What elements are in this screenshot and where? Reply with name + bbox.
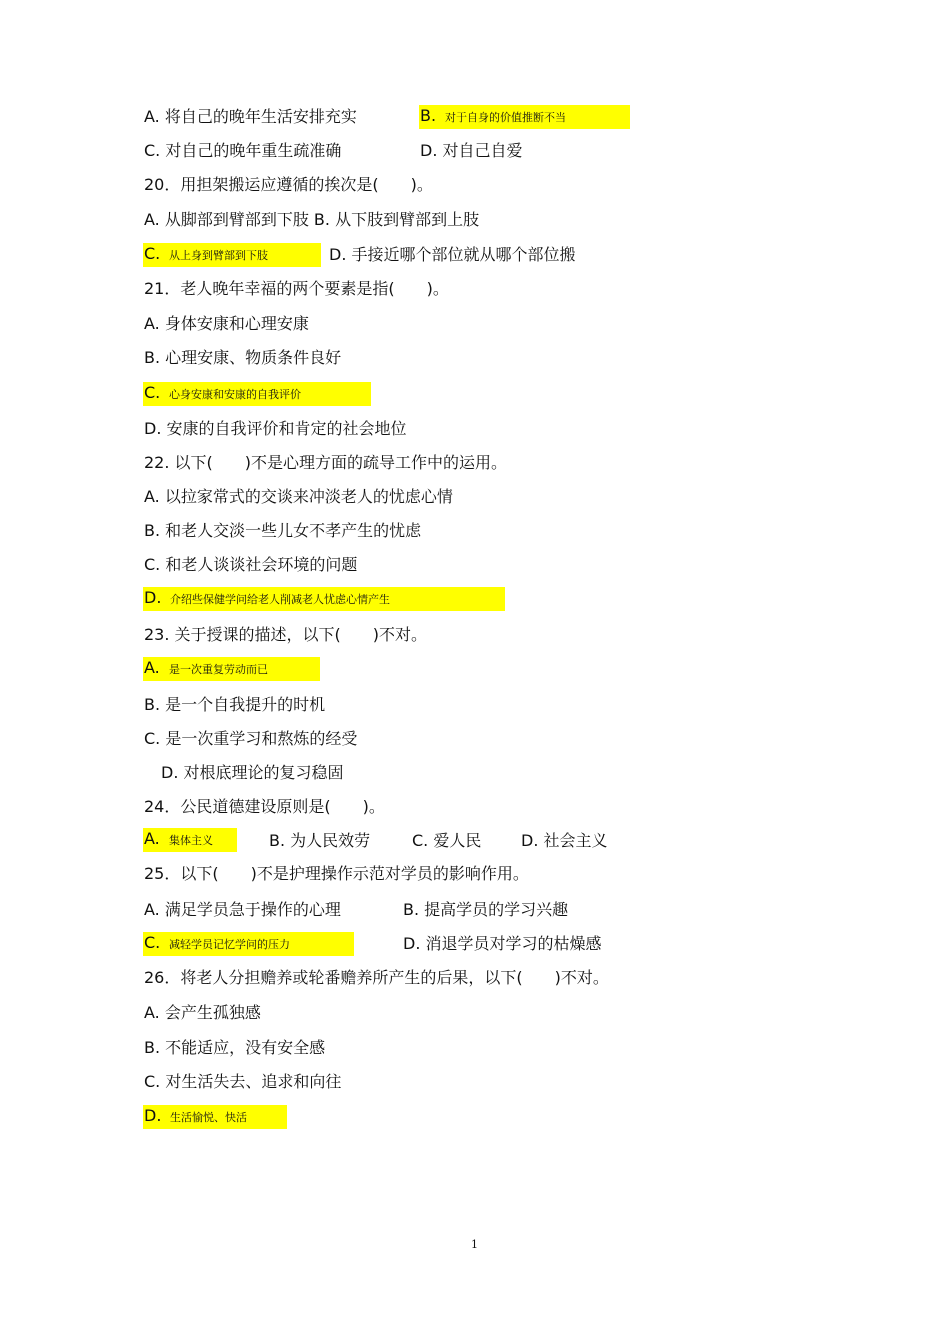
- option-text: 减轻学员记忆学问的压力: [169, 938, 290, 951]
- q21-option-c-highlighted: [143, 382, 371, 406]
- option-letter: C.: [144, 244, 161, 263]
- q26-option-a: A. 会产生孤独感: [144, 1003, 261, 1022]
- q26-option-d-highlighted: [143, 1105, 287, 1129]
- q21-option-a: A. 身体安康和心理安康: [144, 314, 309, 333]
- option-letter: B.: [420, 106, 437, 125]
- option-text: 对于自身的价值推断不当: [445, 111, 566, 124]
- q21-option-b: B. 心理安康、物质条件良好: [144, 348, 342, 367]
- q25-stem: 25．以下( )不是护理操作示范对学员的影响作用。: [144, 864, 529, 883]
- q24-option-a-highlighted: [143, 828, 237, 852]
- q24-option-b: B. 为人民效劳: [269, 831, 371, 850]
- q25-option-c-highlighted: [143, 932, 354, 956]
- option-text: 集体主义: [169, 834, 213, 847]
- option-letter: D.: [144, 1106, 162, 1125]
- q19-option-b-highlighted: [419, 105, 630, 129]
- q26-option-c: C. 对生活失去、追求和向往: [144, 1072, 342, 1091]
- q22-option-d-highlighted: [143, 587, 505, 611]
- q19-option-a: A. 将自己的晚年生活安排充实: [144, 107, 357, 126]
- q20-option-ab: A. 从脚部到臂部到下肢 B. 从下肢到臂部到上肢: [144, 210, 480, 229]
- option-text: 心身安康和安康的自我评价: [169, 388, 301, 401]
- q24-option-c: C. 爱人民: [412, 831, 482, 850]
- option-letter: C.: [144, 383, 161, 402]
- q24-option-d: D. 社会主义: [521, 831, 608, 850]
- option-letter: A.: [144, 658, 160, 677]
- option-letter: C.: [144, 933, 161, 952]
- q21-stem: 21．老人晚年幸福的两个要素是指( )。: [144, 279, 449, 298]
- option-text: 从上身到臂部到下肢: [169, 249, 268, 262]
- q22-option-a: A. 以拉家常式的交谈来冲淡老人的忧虑心情: [144, 487, 453, 506]
- q19-option-c: C. 对自己的晚年重生疏准确: [144, 141, 342, 160]
- option-letter: D.: [144, 588, 162, 607]
- q20-option-c-highlighted: [143, 243, 321, 267]
- option-letter: A.: [144, 829, 160, 848]
- q22-stem: 22. 以下( )不是心理方面的疏导工作中的运用。: [144, 453, 508, 472]
- q22-option-b: B. 和老人交淡一些儿女不孝产生的忧虑: [144, 521, 422, 540]
- q20-option-d: D. 手接近哪个部位就从哪个部位搬: [329, 245, 576, 264]
- q23-option-a-highlighted: [143, 657, 320, 681]
- q23-option-c: C. 是一次重学习和熬炼的经受: [144, 729, 358, 748]
- q26-stem: 26．将老人分担赡养或轮番赡养所产生的后果，以下( )不对。: [144, 968, 609, 987]
- page-number: 1: [471, 1238, 478, 1251]
- q22-option-c: C. 和老人谈谈社会环境的问题: [144, 555, 358, 574]
- q19-option-d: D. 对自己自爱: [420, 141, 523, 160]
- q26-option-b: B. 不能适应，没有安全感: [144, 1038, 326, 1057]
- option-text: 生活愉悦、快活: [170, 1111, 247, 1124]
- q23-stem: 23. 关于授课的描述，以下( )不对。: [144, 625, 428, 644]
- q24-stem: 24．公民道德建设原则是( )。: [144, 797, 385, 816]
- option-text: 介绍些保健学问给老人削减老人忧虑心情产生: [170, 593, 390, 606]
- q25-option-b: B. 提高学员的学习兴趣: [403, 900, 569, 919]
- q23-option-b: B. 是一个自我提升的时机: [144, 695, 326, 714]
- q21-option-d: D. 安康的自我评价和肯定的社会地位: [144, 419, 407, 438]
- q20-stem: 20．用担架搬运应遵循的挨次是( )。: [144, 175, 433, 194]
- q25-option-d: D. 消退学员对学习的枯燥感: [403, 934, 602, 953]
- option-text: 是一次重复劳动而已: [169, 663, 268, 676]
- q23-option-d: D. 对根底理论的复习稳固: [161, 763, 344, 782]
- q25-option-a: A. 满足学员急于操作的心理: [144, 900, 341, 919]
